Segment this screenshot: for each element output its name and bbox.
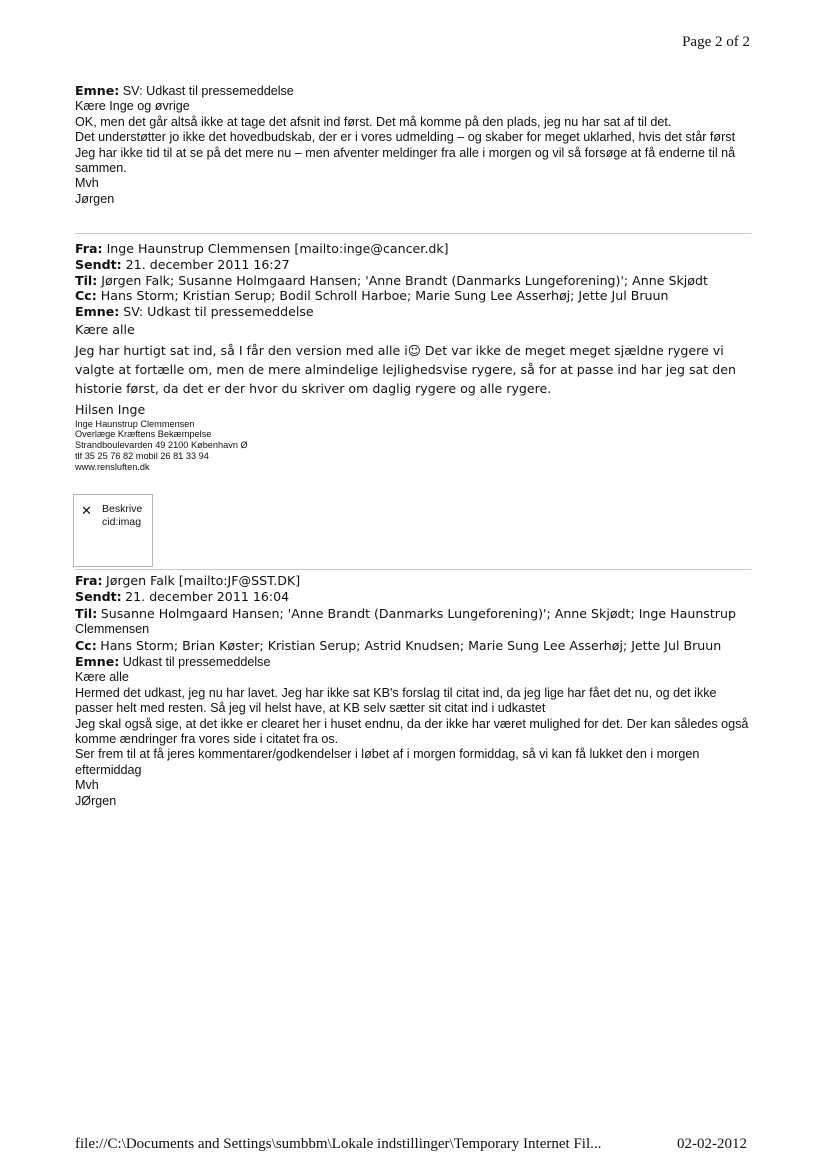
email-1-body-line: Det understøtter jo ikke det hovedbudskab, der er i vores udmelding – og skaber for meget uklarhed, hvis det står først	[75, 130, 736, 145]
print-footer	[75, 1136, 747, 1153]
footer-file-path: file://C:\Documents and Settings\sumbbm\Lokale indstillinger\Temporary Internet Fil...	[75, 1136, 602, 1152]
email-2-signature	[75, 419, 755, 473]
email-separator	[75, 569, 751, 570]
email-2-from-row	[75, 241, 755, 257]
from-label: Fra:	[75, 573, 103, 588]
sent-value: 21. december 2011 16:27	[125, 256, 290, 272]
email-2-to-row	[75, 273, 755, 289]
cc-label: Cc:	[75, 637, 97, 653]
to-label: Til:	[75, 605, 98, 621]
email-2-sent-row	[75, 257, 755, 273]
broken-image-placeholder	[73, 494, 153, 567]
from-value: Jørgen Falk [mailto:JF@SST.DK]	[106, 573, 301, 588]
subject-label: Emne:	[75, 83, 120, 98]
email-1-subject-row	[75, 83, 755, 99]
email-3-to-row-continued: Clemmensen	[75, 622, 150, 637]
email-1-body-line: Kære Inge og øvrige	[75, 99, 190, 114]
email-1-body-line: Jørgen	[75, 191, 115, 206]
email-3-body-line: Ser frem til at få jeres kommentarer/godkendelser i løbet af i morgen formiddag, så vi kan få lukket den i morgen eftermiddag	[75, 747, 700, 777]
from-label: Fra:	[75, 241, 103, 256]
email-separator	[75, 233, 751, 234]
email-2-subject-row	[75, 304, 755, 320]
signature-line: Strandboulevarden 49 2100 København Ø	[75, 440, 248, 451]
sent-value: 21. december 2011 16:04	[125, 589, 290, 605]
email-3-body-line: Kære alle	[75, 670, 129, 685]
email-3	[75, 573, 755, 809]
email-1-body-line: OK, men det går altså ikke at tage det afsnit ind først. Det må komme på den plads, jeg nu har sat af til det.	[75, 114, 672, 129]
to-value: Jørgen Falk; Susanne Holmgaard Hansen; 'Anne Brandt (Danmarks Lungeforening)'; Anne Skjødt	[101, 272, 708, 288]
page-number: Page 2 of 2	[682, 34, 750, 50]
email-3-body-line: Jeg skal også sige, at det ikke er clearet her i huset endnu, da der ikke har været mulighed for det. Der kan således også komme ændringer fra vores side i citatet fra os.	[75, 716, 749, 747]
signature-line: Inge Haunstrup Clemmensen	[75, 418, 195, 429]
to-label: Til:	[75, 272, 98, 288]
email-2-greeting: Kære alle	[75, 321, 135, 337]
subject-label: Emne:	[75, 304, 120, 320]
broken-image-alt-text: Beskrive cid:imag	[102, 503, 143, 528]
email-3-from-row	[75, 573, 755, 589]
email-1	[75, 83, 755, 207]
from-value: Inge Haunstrup Clemmensen [mailto:inge@cancer.dk]	[106, 241, 449, 256]
subject-value: SV: Udkast til pressemeddelse	[122, 84, 294, 98]
subject-value: Udkast til pressemeddelse	[122, 655, 271, 670]
email-3-body-line: JØrgen	[75, 793, 117, 808]
cc-label: Cc:	[75, 288, 97, 304]
email-2-body: Jeg har hurtigt sat ind, så I får den version med alle i☺ Det var ikke de meget meget sjældne rygere vi valgte at fortælle om, men de mere almindelige lejlighedsvise rygere, så for at passe ind har jeg sat den historie først, da det er der hvor du skriver om daglig rygere og alle rygere.	[75, 342, 736, 396]
subject-value: SV: Udkast til pressemeddelse	[123, 304, 314, 320]
signature-line: Overlæge Kræftens Bekæmpelse	[75, 429, 212, 440]
subject-label: Emne:	[75, 654, 120, 670]
email-2-cc-row	[75, 288, 755, 304]
signature-link[interactable]: www.rensluften.dk	[75, 461, 150, 472]
email-3-to-row	[75, 606, 755, 622]
footer-date: 02-02-2012	[677, 1136, 747, 1152]
email-3-subject-row	[75, 654, 755, 670]
email-2-closing: Hilsen Inge	[75, 401, 146, 417]
signature-line: tlf 35 25 76 82 mobil 26 81 33 94	[75, 450, 209, 461]
email-3-body-line: Hermed det udkast, jeg nu har lavet. Jeg har ikke sat KB's forslag til citat ind, da jeg lige har fået det nu, og det ikke passer helt med resten. Så jeg vil helst have, at KB selv sætter sit citat ind i udkastet	[75, 685, 717, 716]
email-3-body-line: Mvh	[75, 778, 99, 793]
email-1-body-line: Jeg har ikke tid til at se på det mere nu – men afventer meldinger fra alle i morgen og vil så forsøge at få enderne til nå sammen.	[75, 145, 736, 176]
sent-label: Sendt:	[75, 589, 122, 605]
email-3-cc-row	[75, 638, 755, 654]
cc-value: Hans Storm; Brian Køster; Kristian Serup; Astrid Knudsen; Marie Sung Lee Asserhøj; Jette Jul Bruun	[100, 637, 722, 653]
sent-label: Sendt:	[75, 256, 122, 272]
broken-image-icon: ✕	[81, 504, 92, 519]
email-2	[75, 241, 755, 473]
email-1-body-line: Mvh	[75, 176, 99, 191]
email-3-sent-row	[75, 589, 755, 605]
cc-value: Hans Storm; Kristian Serup; Bodil Schroll Harboe; Marie Sung Lee Asserhøj; Jette Jul Bruun	[100, 288, 669, 304]
to-value: Susanne Holmgaard Hansen; 'Anne Brandt (Danmarks Lungeforening)'; Anne Skjødt; Inge Haunstrup	[100, 605, 736, 621]
